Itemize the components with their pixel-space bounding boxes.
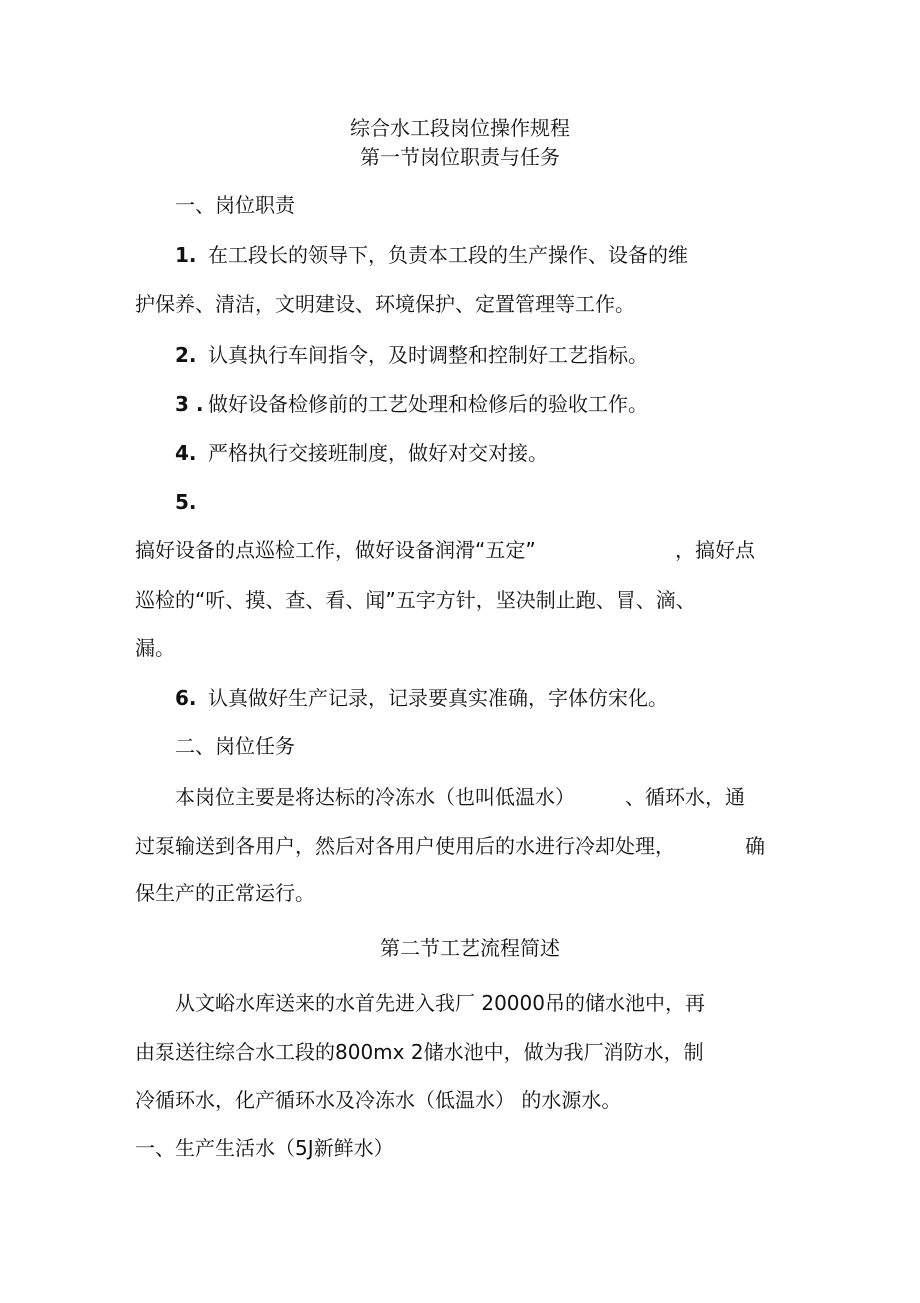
duty6-text: 认真做好生产记录，记录要真实准确，字体仿宋化。	[208, 686, 668, 710]
duty2-number: 2.	[175, 343, 197, 367]
duty3-number: 3 .	[175, 392, 204, 416]
duty5-text-b: ，搞好点	[675, 538, 755, 562]
duty5-text-a: 搞好设备的点巡检工作，做好设备润滑“五定”	[135, 538, 536, 562]
tasks-heading: 二、岗位任务	[175, 734, 295, 758]
tasks-text-b: 、循环水，通	[625, 785, 745, 809]
duties-heading: 一、岗位职责	[175, 193, 295, 217]
duty1-text: 在工段长的领导下，负责本工段的生产操作、设备的维	[208, 243, 688, 267]
flow-text-line1: 从文峪水库送来的水首先进入我厂 20000吊的储水池中，再	[175, 991, 705, 1015]
section1-title: 第一节岗位职责与任务	[360, 145, 560, 169]
flow-text-line3: 冷循环水，化产循环水及冷冻水（低温水） 的水源水。	[135, 1088, 622, 1112]
tasks-text-line3: 保生产的正常运行。	[135, 881, 315, 905]
tasks-text-line2b: 确	[745, 834, 765, 858]
tasks-text-line2a: 过泵输送到各用户，然后对各用户使用后的水进行冷却处理，	[135, 834, 675, 858]
section2-title: 第二节工艺流程简述	[380, 936, 560, 960]
duty6-number: 6.	[175, 686, 197, 710]
duty2-text: 认真执行车间指令，及时调整和控制好工艺指标。	[208, 343, 648, 367]
duty5-text-line3: 漏。	[135, 636, 175, 660]
document-title: 综合水工段岗位操作规程	[350, 116, 570, 140]
tasks-text-a: 本岗位主要是将达标的冷冻水（也叫低温水）	[175, 785, 575, 809]
duty3-text: 做好设备检修前的工艺处理和检修后的验收工作。	[208, 392, 648, 416]
duty1-text-cont: 护保养、清洁，文明建设、环境保护、定置管理等工作。	[135, 292, 635, 316]
duty4-number: 4.	[175, 441, 197, 465]
duty1-number: 1.	[175, 243, 197, 267]
duty5-text-line2: 巡检的“听、摸、查、看、闻”五字方针，坚决制止跑、冒、滴、	[135, 588, 696, 612]
flow-text-line2: 由泵送往综合水工段的800mx 2储水池中，做为我厂消防水，制	[135, 1040, 704, 1064]
duty4-text: 严格执行交接班制度，做好对交对接。	[208, 441, 548, 465]
duty5-number: 5.	[175, 490, 197, 514]
sub-heading-fresh-water: 一、生产生活水（5J新鲜水）	[135, 1136, 394, 1160]
